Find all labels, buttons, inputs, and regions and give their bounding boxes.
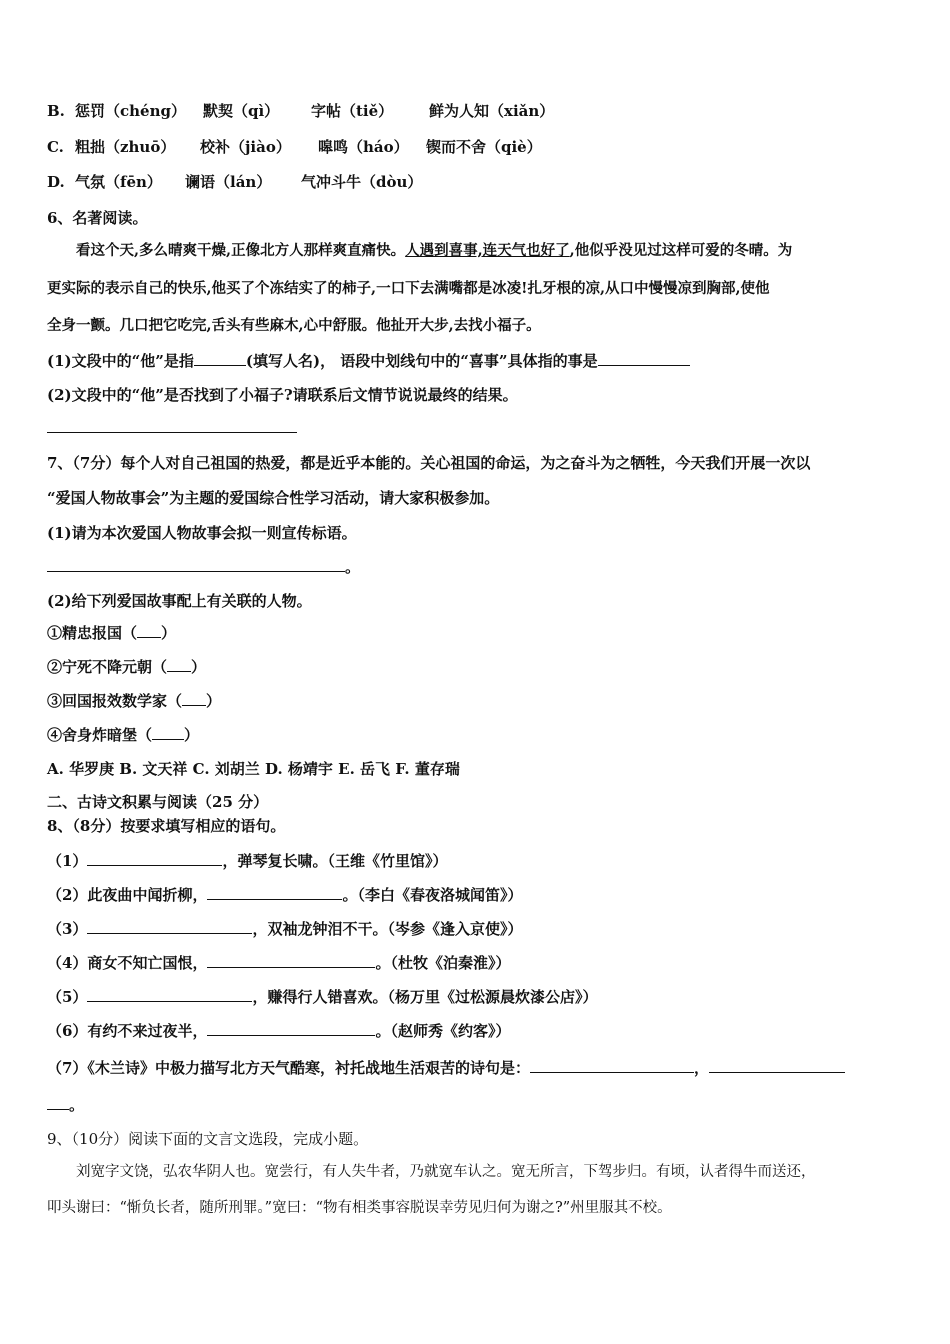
underlined-sentence: 人遇到喜事,连天气也好了 <box>405 242 570 259</box>
q5-option-c <box>47 136 542 158</box>
item-text: 。（杜牧《泊秦淮》） <box>375 954 511 972</box>
q8-item-6 <box>47 1020 510 1042</box>
sub-text: (填写人名)， 语段中划线句中的“喜事”具体指的事是 <box>245 352 598 370</box>
option-item: 粗拙（zhuō） <box>75 138 176 156</box>
match-text: ①精忠报国（ <box>47 624 138 642</box>
q7-sub1: (1)请为本次爱国人物故事会拟一则宣传标语。 <box>47 524 357 542</box>
answer-blank[interactable] <box>167 657 191 672</box>
match-text: ） <box>206 692 222 710</box>
answer-blank[interactable] <box>207 885 342 900</box>
match-text: ③回国报效数学家（ <box>47 692 183 710</box>
q8-item-7 <box>47 1057 845 1079</box>
item-text: ， <box>693 1059 709 1077</box>
passage-text: ,他似乎没见过这样可爱的冬晴。为 <box>569 242 793 259</box>
option-item: 默契（qì） <box>203 102 280 120</box>
q8-title: 8、（8分）按要求填写相应的语句。 <box>47 817 286 835</box>
q6-passage-line3: 全身一颤。几口把它吃完,舌头有些麻木,心中舒服。他扯开大步,去找小福子。 <box>47 317 541 334</box>
q7-sub2: (2)给下列爱国故事配上有关联的人物。 <box>47 592 312 610</box>
option-letter: D. <box>47 173 65 191</box>
item-text: 。（李白《春夜洛城闻笛》） <box>342 886 523 904</box>
answer-blank[interactable] <box>530 1058 694 1073</box>
answer-blank[interactable] <box>87 851 222 866</box>
option-item: 嗥鸣（háo） <box>318 138 409 156</box>
item-text: ，赚得行人错喜欢。（杨万里《过松源晨炊漆公店》） <box>252 988 598 1006</box>
option-item: 鲜为人知（xiǎn） <box>429 102 555 120</box>
q8-item-3 <box>47 918 522 940</box>
sub-text: (1)文段中的“他”是指 <box>47 352 194 370</box>
answer-blank[interactable] <box>137 623 161 638</box>
q9-passage-line2: 叩头谢曰：“惭负长者，随所刑罪。”宽曰：“物有相类事容脱误幸劳见归何为谢之?”州里服其不校。 <box>47 1200 672 1216</box>
item-text: （6）有约不来过夜半， <box>47 1022 208 1040</box>
q8-item-1 <box>47 850 447 872</box>
q7-match-1 <box>47 622 176 644</box>
q5-option-b <box>47 100 554 122</box>
q6-title: 6、名著阅读。 <box>47 209 148 227</box>
q8-item-5 <box>47 986 597 1008</box>
answer-blank[interactable] <box>87 919 252 934</box>
option-item: 惩罚（chéng） <box>75 102 186 120</box>
period: 。 <box>345 558 361 576</box>
q6-sub1 <box>47 350 690 372</box>
q8-item-7-cont <box>47 1094 84 1116</box>
item-text: 。 <box>69 1096 85 1114</box>
item-text: 。（赵师秀《约客》） <box>375 1022 511 1040</box>
answer-blank[interactable] <box>598 351 690 366</box>
option-letter: C. <box>47 138 64 156</box>
q7-match-2 <box>47 656 206 678</box>
q9-title: 9、（10分）阅读下面的文言文选段，完成小题。 <box>47 1130 369 1148</box>
option-item: 谰语（lán） <box>185 173 272 191</box>
item-text: （4）商女不知亡国恨， <box>47 954 208 972</box>
option-item: 校补（jiào） <box>200 138 291 156</box>
option-letter: B. <box>47 102 65 120</box>
item-text: ，弹琴复长啸。（王维《竹里馆》） <box>222 852 448 870</box>
q9-passage-line1: 刘宽字文饶，弘农华阴人也。宽尝行，有人失牛者，乃就宽车认之。宽无所言，下驾步归。有顷，认者得牛而送还， <box>76 1164 816 1180</box>
option-item: 字帖（tiě） <box>311 102 394 120</box>
answer-blank[interactable] <box>47 557 345 572</box>
answer-blank[interactable] <box>207 1021 375 1036</box>
option-item: 气氛（fēn） <box>75 173 162 191</box>
answer-blank[interactable] <box>47 1095 69 1110</box>
match-text: ） <box>161 624 177 642</box>
q7-match-3 <box>47 690 221 712</box>
item-text: ，双袖龙钟泪不干。（岑参《逢入京使》） <box>252 920 523 938</box>
item-text: （1） <box>47 852 88 870</box>
q7-slogan-answer <box>47 556 360 578</box>
answer-blank[interactable] <box>87 987 252 1002</box>
item-text: （5） <box>47 988 88 1006</box>
q7-line2: “爱国人物故事会”为主题的爱国综合性学习活动，请大家积极参加。 <box>47 489 500 507</box>
q6-sub2: (2)文段中的“他”是否找到了小福子?请联系后文情节说说最终的结果。 <box>47 386 518 404</box>
passage-text: 看这个天,多么晴爽干燥,正像北方人那样爽直痛快。 <box>76 242 406 259</box>
option-item: 气冲斗牛（dòu） <box>301 173 423 191</box>
match-text: ） <box>191 658 207 676</box>
match-text: ②宁死不降元朝（ <box>47 658 168 676</box>
answer-line[interactable] <box>47 432 297 433</box>
q8-item-2 <box>47 884 522 906</box>
answer-blank[interactable] <box>152 725 184 740</box>
section-2-heading: 二、古诗文积累与阅读（25 分） <box>47 793 269 811</box>
item-text: （7）《木兰诗》中极力描写北方天气酷寒，衬托战地生活艰苦的诗句是： <box>47 1059 530 1077</box>
q6-passage-line2: 更实际的表示自己的快乐,他买了个冻结实了的柿子,一口下去满嘴都是冰凌!扎牙根的凉,从口中慢慢凉到胸部,使他 <box>47 280 770 297</box>
option-item: 锲而不舍（qiè） <box>426 138 542 156</box>
answer-blank[interactable] <box>207 953 375 968</box>
q8-item-4 <box>47 952 510 974</box>
item-text: （3） <box>47 920 88 938</box>
q7-choices: A. 华罗庚 B. 文天祥 C. 刘胡兰 D. 杨靖宇 E. 岳飞 F. 董存瑞 <box>47 760 460 778</box>
q6-passage-line1 <box>76 240 792 262</box>
item-text: （2）此夜曲中闻折柳， <box>47 886 208 904</box>
match-text: ④舍身炸暗堡（ <box>47 726 153 744</box>
answer-blank[interactable] <box>182 691 206 706</box>
q7-line1: 7、（7分）每个人对自己祖国的热爱，都是近乎本能的。关心祖国的命运，为之奋斗为之牺牲，今天我们开展一次以 <box>47 454 811 472</box>
match-text: ） <box>184 726 200 744</box>
answer-blank[interactable] <box>194 351 246 366</box>
q7-match-4 <box>47 724 199 746</box>
q5-option-d <box>47 171 422 193</box>
answer-blank[interactable] <box>709 1058 845 1073</box>
